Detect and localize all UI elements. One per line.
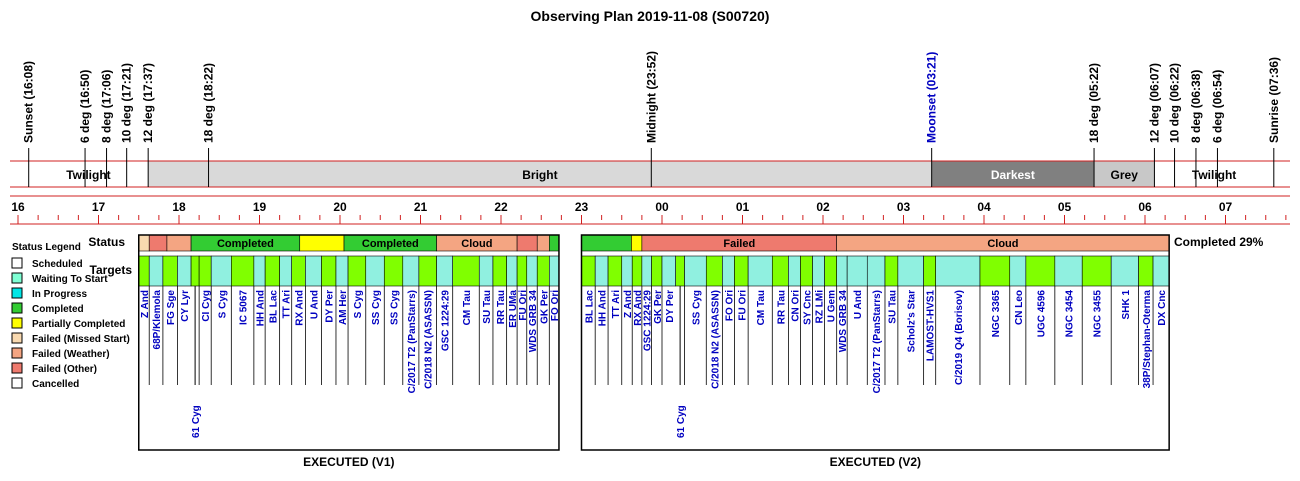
- hour-tick-label: 16: [11, 200, 25, 214]
- legend-label: Waiting To Start: [32, 274, 108, 285]
- target-name: C/2018 N2 (ASASSN): [423, 290, 435, 389]
- target-name: CN Leo: [1013, 290, 1025, 325]
- target-bar: [722, 256, 734, 286]
- target-bar: [254, 256, 265, 286]
- target-name: HH And: [255, 290, 267, 327]
- target-bar: [292, 256, 306, 286]
- target-bar: [847, 256, 867, 286]
- legend-label: Scheduled: [32, 259, 83, 270]
- phase-label: Grey: [1110, 168, 1138, 182]
- legend-swatch-completed: [12, 303, 22, 313]
- target-name: RX And: [633, 290, 645, 326]
- target-bar: [549, 256, 559, 286]
- legend-label: Completed: [32, 304, 84, 315]
- target-bar: [265, 256, 279, 286]
- target-name: AM Her: [338, 290, 350, 326]
- target-bar: [163, 256, 177, 286]
- hour-tick-label: 06: [1138, 200, 1152, 214]
- hour-tick-label: 04: [977, 200, 991, 214]
- status-segment-label: Completed: [361, 238, 419, 250]
- target-bar: [837, 256, 847, 286]
- event-label: 10 deg (17:21): [119, 62, 134, 143]
- target-bar: [211, 256, 231, 286]
- target-name: SS Cyg: [371, 290, 383, 326]
- target-bar: [280, 256, 292, 286]
- event-label: 8 deg (17:06): [99, 69, 114, 143]
- target-name: TT Ari: [610, 290, 622, 319]
- hour-tick-label: 19: [252, 200, 267, 214]
- legend-swatch-partial: [12, 318, 22, 328]
- target-bar: [608, 256, 622, 286]
- target-bar: [980, 256, 1010, 286]
- target-name: ER UMa: [507, 290, 519, 328]
- legend-swatch-waiting: [12, 273, 22, 283]
- status-segment-missed: [139, 235, 149, 251]
- target-bar: [734, 256, 748, 286]
- target-name: C/2017 T2 (PanStarrs): [406, 290, 418, 394]
- target-name: UGC 4596: [1036, 290, 1048, 338]
- legend-label: In Progress: [32, 289, 88, 300]
- target-bar: [867, 256, 885, 286]
- target-name: Z And: [139, 290, 151, 318]
- target-name: FO Ori: [550, 290, 562, 322]
- event-label: 18 deg (05:22): [1087, 62, 1102, 143]
- target-name: RR Tau: [495, 290, 507, 325]
- target-bar: [348, 256, 366, 286]
- hour-tick-label: 07: [1218, 200, 1233, 214]
- hour-tick-label: 05: [1057, 200, 1072, 214]
- event-label: 8 deg (06:38): [1188, 69, 1203, 143]
- execution-block-v2: [582, 235, 1170, 469]
- target-name: U And: [309, 290, 321, 320]
- event-label: Sunrise (07:36): [1266, 56, 1281, 143]
- target-bar: [622, 256, 632, 286]
- event-label: Moonset (03:21): [924, 51, 939, 143]
- target-bar: [199, 256, 211, 286]
- target-name: SU Tau: [887, 290, 899, 324]
- target-bar: [748, 256, 772, 286]
- target-bar: [662, 256, 676, 286]
- legend-title: Status Legend: [12, 242, 81, 253]
- target-bar: [507, 256, 517, 286]
- target-name: FO Ori: [724, 290, 736, 322]
- target-name: Scholz's Star: [906, 290, 918, 353]
- target-bar: [642, 256, 652, 286]
- target-name: S Cyg: [217, 290, 229, 319]
- target-name: WDS GRB 34: [527, 290, 539, 353]
- hour-tick-label: 00: [655, 200, 669, 214]
- completion-percentage: Completed 29%: [1174, 235, 1264, 249]
- event-label: 18 deg (18:22): [201, 62, 216, 143]
- execution-block-label: EXECUTED (V2): [829, 455, 922, 469]
- target-bar: [825, 256, 837, 286]
- target-name: GSC 1224:29: [642, 290, 654, 352]
- sky-phase-band: [10, 161, 1290, 187]
- target-bar: [582, 256, 596, 286]
- target-name: SHK 1: [1120, 290, 1132, 320]
- hour-axis: [10, 196, 1290, 224]
- hour-tick-label: 17: [91, 200, 106, 214]
- target-name: BL Lac: [268, 290, 280, 324]
- target-bar: [813, 256, 825, 286]
- hour-tick-label: 21: [413, 200, 428, 214]
- legend-label: Failed (Other): [32, 364, 98, 375]
- event-label: 12 deg (17:37): [141, 62, 156, 143]
- target-bar: [139, 256, 149, 286]
- target-name: CY Lyr: [180, 290, 192, 322]
- target-name: DX Cnc: [1157, 290, 1169, 326]
- target-name: NGC 3454: [1064, 290, 1076, 338]
- target-name: C/2019 Q4 (Borisov): [953, 290, 965, 386]
- target-bar: [403, 256, 419, 286]
- status-segment-completed: [582, 235, 632, 251]
- target-bar: [305, 256, 321, 286]
- status-segment-other: [149, 235, 167, 251]
- legend-swatch-scheduled: [12, 258, 22, 268]
- target-bar: [231, 256, 254, 286]
- status-segment-partial: [300, 235, 344, 251]
- target-bar: [149, 256, 163, 286]
- legend-label: Partially Completed: [32, 319, 126, 330]
- target-name: RX And: [294, 290, 306, 326]
- target-bar: [321, 256, 335, 286]
- target-name: FU Ori: [517, 290, 529, 321]
- execution-block-label: EXECUTED (V1): [303, 455, 395, 469]
- target-bar: [1111, 256, 1138, 286]
- event-label: 12 deg (06:07): [1147, 62, 1162, 143]
- target-bar: [772, 256, 788, 286]
- target-bar: [384, 256, 403, 286]
- target-name: 61 Cyg: [191, 405, 203, 438]
- target-bar: [1082, 256, 1111, 286]
- hour-tick-label: 01: [735, 200, 750, 214]
- target-bar: [800, 256, 812, 286]
- execution-block-v1: [139, 235, 561, 469]
- target-bar: [936, 256, 980, 286]
- event-label: 6 deg (16:50): [78, 69, 93, 143]
- target-bar: [885, 256, 898, 286]
- target-name: 38P/Stephan-Oterma: [1141, 290, 1153, 389]
- target-name: CM Tau: [461, 290, 473, 326]
- status-segment-weather: [167, 235, 191, 251]
- target-name: GK Per: [652, 290, 664, 324]
- target-bar: [898, 256, 924, 286]
- legend-label: Failed (Weather): [32, 349, 110, 360]
- phase-label: Bright: [522, 168, 558, 182]
- target-bar: [632, 256, 642, 286]
- target-bar: [177, 256, 191, 286]
- target-name: C/2017 T2 (PanStarrs): [872, 290, 884, 394]
- hour-tick-label: 20: [333, 200, 347, 214]
- target-name: FU Ori: [737, 290, 749, 321]
- target-bar: [676, 256, 685, 286]
- target-name: U And: [853, 290, 865, 320]
- target-name: U Gem: [826, 290, 838, 323]
- target-name: NGC 3455: [1092, 290, 1104, 338]
- status-segment-label: Completed: [216, 238, 274, 250]
- target-name: SS Cyg: [691, 290, 703, 326]
- phase-label: Twilight: [1191, 168, 1237, 182]
- target-name: GSC 1224:29: [440, 290, 452, 352]
- phase-label: Darkest: [990, 168, 1035, 182]
- status-segment-label: Failed: [723, 238, 756, 250]
- legend-swatch-other: [12, 363, 22, 373]
- target-bar: [924, 256, 936, 286]
- target-bar: [191, 256, 199, 286]
- status-segment-weather: [537, 235, 549, 251]
- target-bar: [595, 256, 608, 286]
- target-name: C/2018 N2 (ASASSN): [710, 290, 722, 389]
- hour-tick-label: 22: [494, 200, 508, 214]
- target-name: S Cyg: [352, 290, 364, 319]
- target-bar: [652, 256, 662, 286]
- event-label: Sunset (16:08): [21, 60, 36, 143]
- status-segment-other: [517, 235, 537, 251]
- target-bar: [1153, 256, 1169, 286]
- target-name: CI Cyg: [201, 290, 213, 322]
- target-name: CN Ori: [790, 290, 802, 322]
- legend-swatch-inprogress: [12, 288, 22, 298]
- target-name: SY Cnc: [802, 290, 814, 325]
- target-name: CM Tau: [756, 290, 768, 326]
- target-bar: [706, 256, 722, 286]
- event-label: 10 deg (06:22): [1167, 62, 1182, 143]
- target-name: TT Ari: [281, 290, 293, 319]
- target-name: Z And: [622, 290, 634, 318]
- status-segment-label: Cloud: [461, 238, 493, 250]
- target-bar: [493, 256, 507, 286]
- target-bar: [479, 256, 493, 286]
- target-name: SU Tau: [482, 290, 494, 324]
- status-segment-label: Cloud: [987, 238, 1019, 250]
- target-bar: [366, 256, 385, 286]
- target-name: DY Per: [324, 290, 336, 323]
- target-name: RZ LMi: [814, 290, 826, 324]
- legend-swatch-cancelled: [12, 378, 22, 388]
- legend-swatch-weather: [12, 348, 22, 358]
- target-name: LAMOST-HVS1: [925, 290, 937, 362]
- target-bar: [1055, 256, 1082, 286]
- target-name: RR Tau: [776, 290, 788, 325]
- target-name: BL Lac: [584, 290, 596, 324]
- target-bar: [517, 256, 527, 286]
- target-name: SS Cyg: [389, 290, 401, 326]
- target-name: NGC 3365: [990, 290, 1002, 338]
- target-bar: [336, 256, 348, 286]
- target-bar: [788, 256, 800, 286]
- target-bar: [437, 256, 453, 286]
- target-name: HH And: [597, 290, 609, 327]
- status-row-label: Status: [88, 235, 125, 249]
- target-bar: [1139, 256, 1153, 286]
- phase-label: Twilight: [66, 168, 111, 182]
- legend-swatch-missed: [12, 333, 22, 343]
- target-name: 68P/Klemola: [152, 290, 164, 350]
- target-bar: [685, 256, 707, 286]
- legend-label: Failed (Missed Start): [32, 334, 130, 345]
- target-name: DY Per: [664, 290, 676, 323]
- target-name: 61 Cyg: [676, 405, 688, 438]
- target-bar: [527, 256, 537, 286]
- target-bar: [419, 256, 437, 286]
- hour-tick-label: 02: [816, 200, 830, 214]
- target-name: IC 5067: [238, 290, 250, 326]
- targets-row-label: Targets: [89, 263, 132, 277]
- legend-label: Cancelled: [32, 379, 80, 390]
- target-name: GK Per: [539, 290, 551, 324]
- event-label: 6 deg (06:54): [1210, 69, 1225, 143]
- target-name: WDS GRB 34: [837, 290, 849, 353]
- target-bar: [1010, 256, 1026, 286]
- target-bar: [537, 256, 549, 286]
- target-bar: [453, 256, 480, 286]
- status-segment-partial: [631, 235, 641, 251]
- status-segment-completed: [549, 235, 559, 251]
- event-label: Midnight (23:52): [644, 51, 659, 143]
- hour-tick-label: 03: [896, 200, 911, 214]
- hour-tick-label: 23: [574, 200, 589, 214]
- target-name: FG Sge: [166, 290, 178, 326]
- execution-blocks: [139, 235, 1169, 469]
- target-bar: [1026, 256, 1055, 286]
- hour-tick-label: 18: [172, 200, 186, 214]
- chart-title: Observing Plan 2019-11-08 (S00720): [530, 8, 770, 24]
